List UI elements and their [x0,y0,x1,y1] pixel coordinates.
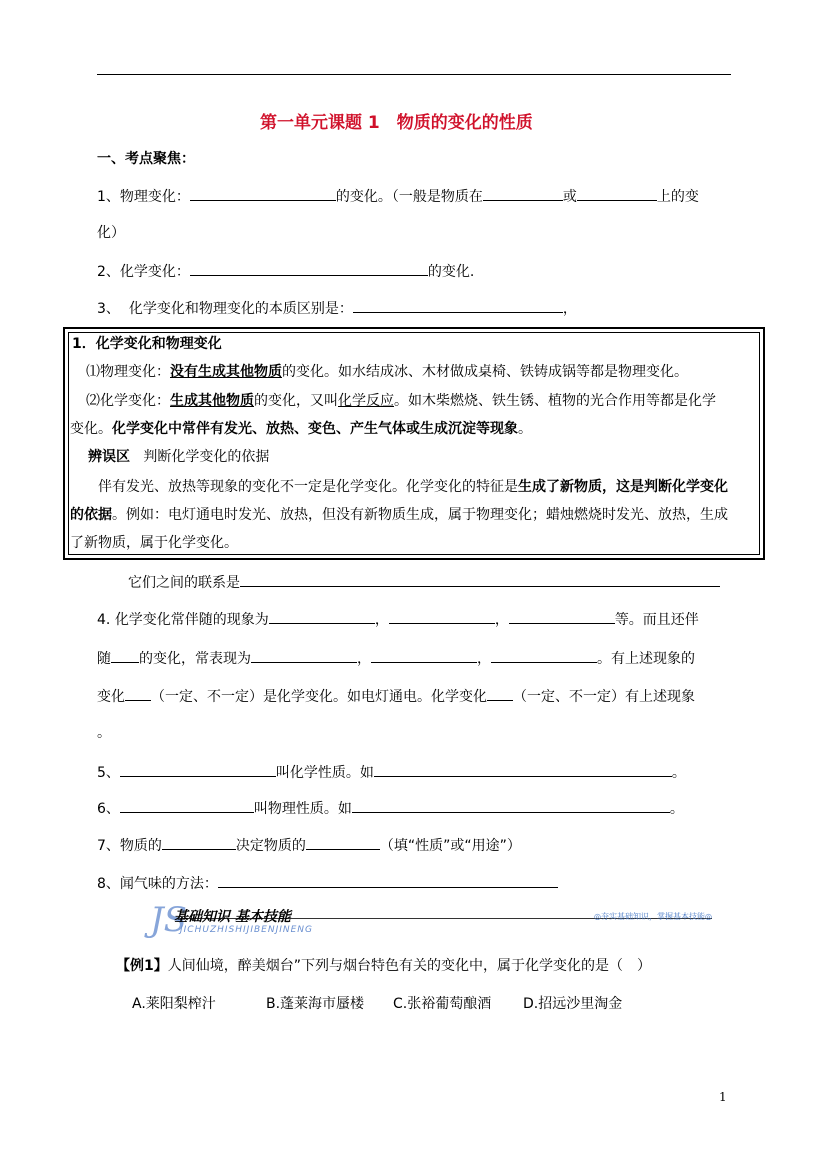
q1-or: 或 [562,189,577,205]
q4-comma-4: ， [477,651,491,667]
q4-comma-2: ， [494,612,509,628]
question-8 [97,873,558,893]
box-p2-end: 。 [518,421,532,437]
relationship-line [128,572,720,592]
q4-line2-start: 随 [97,651,111,667]
misconception-text-1: 伴有发光、放热等现象的变化不一定是化学变化。化学变化的特征是 [98,479,518,495]
q6-blank-2[interactable] [352,798,670,813]
box-p1-rest: 的变化。如水结成冰、木材做成桌椅、铁铸成锅等都是物理变化。 [282,364,688,380]
question-5 [97,762,686,782]
q6-mid: 叫物理性质。如 [253,801,352,817]
q4-line3-end: （一定、不一定）有上述现象 [513,689,695,705]
example-tag: 【例1】 [116,958,168,974]
q1-number: 1、 [97,189,120,205]
question-3 [97,298,577,318]
misconception-line-2 [70,504,728,524]
box-p2-underlined: 化学反应 [338,393,394,409]
question-7 [97,835,521,855]
example-option-d: D.招远沙里淘金 [523,996,623,1012]
box-p1-number: ⑴ [86,364,100,380]
skills-banner [150,900,712,944]
q7-blank-1[interactable] [162,835,236,850]
misconception-bold-2: 的依据 [70,507,112,523]
q6-blank-1[interactable] [120,798,254,813]
banner-pinyin: JICHUZHISHIJIBENJINENG [180,925,314,935]
relationship-label: 它们之间的联系是 [128,575,240,591]
question-6 [97,798,684,818]
example-option-c: C.张裕葡萄酿酒 [393,996,492,1012]
section-heading: 一、考点聚焦： [97,151,195,167]
q4-blank-6[interactable] [371,648,477,663]
q5-mid: 叫化学性质。如 [275,765,374,781]
misconception-line-1 [98,476,728,496]
q7-text-c: （填“性质”或“用途”） [379,838,521,854]
q7-text-a: 物质的 [119,838,162,854]
misconception-text-2: 。例如：电灯通电时发光、放热，但没有新物质生成，属于物理变化；蜡烛燃烧时发光、放热，生成 [112,507,728,523]
q2-number: 2、 [97,264,120,280]
question-4-line-3 [97,686,695,706]
q4-line1-text: 化学变化常伴随的现象为 [114,612,269,628]
box-p2-mid: 的变化，又叫 [254,393,338,409]
misconception-title: 判断化学变化的依据 [143,449,270,465]
q4-blank-4[interactable] [111,648,139,663]
q1-after: 的变化。（一般是物质在 [335,189,483,205]
q1-blank-1[interactable] [190,186,336,201]
q4-blank-2[interactable] [389,609,495,624]
box-p2-line2-start: 变化。 [70,421,112,437]
box-paragraph-2-line-2 [70,418,532,438]
top-rule [97,74,731,75]
question-4-line-4: 。 [97,725,111,741]
q4-comma-1: ， [374,612,389,628]
q1-continuation: 化） [97,225,125,241]
q5-blank-2[interactable] [374,762,672,777]
q4-line2-mid: 的变化，常表现为 [139,651,251,667]
q2-label: 化学变化： [119,264,190,280]
q1-blank-3[interactable] [577,186,657,201]
q6-end: 。 [669,801,684,817]
q4-line3-mid: （一定、不一定）是化学变化。如电灯通电。化学变化 [151,689,487,705]
example-option-b: B.蓬莱海市蜃楼 [266,996,365,1012]
relationship-blank[interactable] [240,572,720,587]
box-paragraph-1 [86,361,688,381]
example-option-a: A.莱阳梨榨汁 [132,996,216,1012]
q3-blank[interactable] [353,298,563,313]
box-p2-number: ⑵ [86,393,100,409]
q2-blank[interactable] [190,261,428,276]
q3-number: 3、 [97,301,120,317]
box-heading: 1．化学变化和物理变化 [72,336,222,352]
q3-label: 化学变化和物理变化的本质区别是： [128,301,353,317]
question-2 [97,261,474,281]
q1-label: 物理变化： [119,189,190,205]
q4-line1-end: 等。而且还伴 [614,612,699,628]
q3-tail: ， [562,301,577,317]
misconception-heading [88,446,269,466]
q2-tail: 的变化. [427,264,475,280]
q4-comma-3: ， [357,651,371,667]
q8-blank[interactable] [218,873,558,888]
q1-tail: 上的变 [656,189,699,205]
q6-number: 6、 [97,801,120,817]
box-p2-phenomena: 化学变化中常伴有发光、放热、变色、产生气体或生成沉淀等现象 [112,421,518,437]
box-paragraph-2 [86,390,716,410]
page-title: 第一单元课题 1 物质的变化的性质 [260,113,533,133]
misconception-line-3: 了新物质，属于化学变化。 [70,535,238,551]
q4-blank-9[interactable] [487,686,513,701]
banner-slogan: ◎夯实基础知识，掌握基本技能◎ [594,912,712,921]
question-4-line-2 [97,648,695,668]
box-p2-rest: 。如木柴燃烧、铁生锈、植物的光合作用等都是化学 [394,393,716,409]
q4-blank-1[interactable] [269,609,375,624]
box-p1-keyword: 没有生成其他物质 [170,364,282,380]
q8-number: 8、 [97,876,120,892]
q4-blank-8[interactable] [125,686,151,701]
misconception-label: 辨误区 [88,449,130,465]
q4-line3-start: 变化 [97,689,125,705]
misconception-bold-1: 生成了新物质，这是判断化学变化 [518,479,728,495]
box-p1-label: 物理变化： [100,364,170,380]
q4-number: 4. [97,612,111,628]
q5-blank-1[interactable] [120,762,276,777]
q1-blank-2[interactable] [483,186,563,201]
q7-blank-2[interactable] [306,835,380,850]
question-1 [97,186,699,206]
q7-text-b: 决定物质的 [235,838,306,854]
q8-label: 闻气味的方法： [119,876,218,892]
q4-blank-7[interactable] [491,648,597,663]
q7-number: 7、 [97,838,120,854]
q5-end: 。 [671,765,686,781]
q4-line2-end: 。有上述现象的 [597,651,695,667]
example-text: 人间仙境，醉美烟台”下列与烟台特色有关的变化中，属于化学变化的是（ ） [167,958,652,974]
page-number: 1 [719,1090,727,1104]
q4-blank-3[interactable] [509,609,615,624]
question-4-line-1 [97,609,699,629]
box-p2-keyword: 生成其他物质 [170,393,254,409]
banner-title: 基础知识 基本技能 [174,909,291,925]
example-question [116,955,651,975]
q4-blank-5[interactable] [251,648,357,663]
banner-logo: JS [150,900,187,940]
q5-number: 5、 [97,765,120,781]
box-p2-label: 化学变化： [100,393,170,409]
